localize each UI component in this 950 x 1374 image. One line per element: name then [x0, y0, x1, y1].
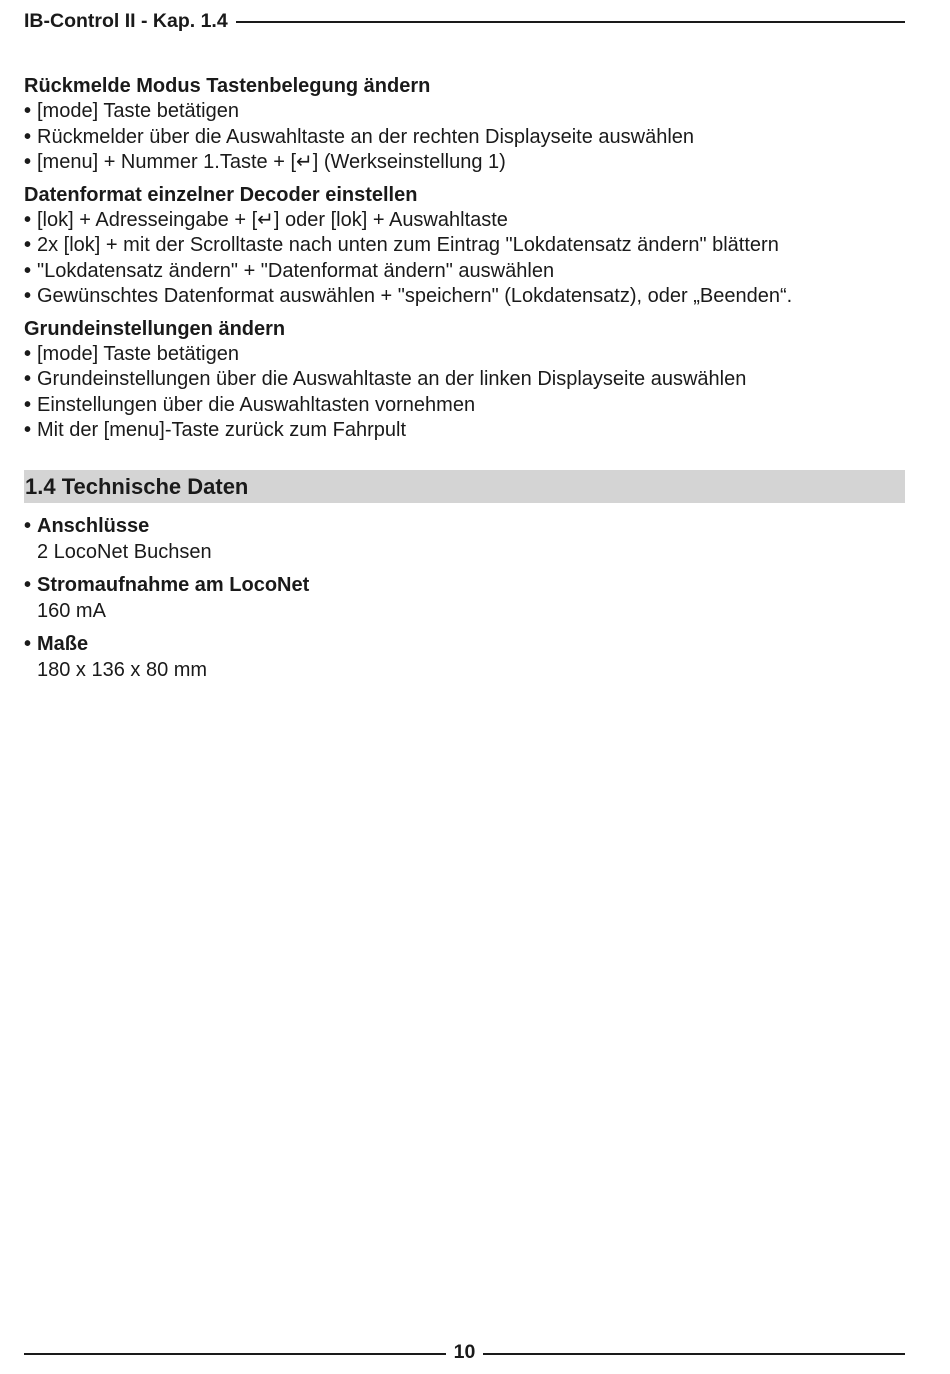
- list-item: [24, 418, 914, 444]
- list-item: [24, 342, 914, 368]
- spec-label: Stromaufnahme am LocoNet: [37, 574, 310, 596]
- section-title: Grundeinstellungen ändern: [24, 317, 286, 340]
- section-title: Datenformat einzelner Decoder einstellen: [24, 183, 418, 206]
- list-item: [24, 99, 914, 125]
- list-item: [24, 125, 914, 151]
- page-number: 10: [453, 1340, 476, 1363]
- bullet-icon: •: [24, 259, 32, 282]
- list-item-text: "Lokdatensatz ändern" + "Datenformat ändern" auswählen: [37, 259, 555, 282]
- footer-rule-left: [24, 1353, 446, 1355]
- page-header: [24, 8, 905, 34]
- instructions: [24, 74, 914, 451]
- list-item-text: Einstellungen über die Auswahltasten vornehmen: [37, 393, 476, 416]
- list-item: [24, 233, 914, 259]
- section-heading-technische-daten: [24, 470, 905, 503]
- bullet-icon: •: [24, 633, 32, 655]
- page-footer: [24, 1338, 905, 1366]
- spec-label: Anschlüsse: [37, 515, 150, 537]
- bullet-icon: •: [24, 515, 32, 537]
- bullet-icon: •: [24, 125, 32, 148]
- list-item-text: Mit der [menu]-Taste zurück zum Fahrpult: [37, 419, 407, 441]
- section-number: 1.4: [25, 474, 56, 499]
- spec-value: 2 LocoNet Buchsen: [37, 541, 212, 563]
- list-item-text: [mode] Taste betätigen: [37, 342, 239, 365]
- list-item: [24, 367, 914, 393]
- list-item-text: Gewünschtes Datenformat auswählen + "speichern" (Lokdatensatz), oder „Beenden“.: [37, 285, 793, 307]
- bullet-icon: •: [24, 419, 32, 441]
- bullet-icon: •: [24, 234, 32, 256]
- bullet-icon: •: [24, 151, 32, 173]
- footer-rule-right: [483, 1353, 905, 1355]
- spec-value: 180 x 136 x 80 mm: [37, 659, 208, 681]
- header-rule: [236, 21, 905, 23]
- list-item-text: [mode] Taste betätigen: [37, 100, 239, 122]
- list-item: [24, 150, 914, 176]
- header-title: IB-Control II - Kap. 1.4: [24, 9, 228, 32]
- list-item-text: Grundeinstellungen über die Auswahltaste an der linken Displayseite auswählen: [37, 368, 747, 390]
- list-item: [24, 259, 914, 285]
- bullet-icon: •: [24, 368, 32, 390]
- bullet-icon: •: [24, 100, 32, 122]
- spec-item: [24, 513, 904, 565]
- list-item: [24, 208, 914, 234]
- bullet-icon: •: [24, 208, 32, 231]
- list-item: [24, 393, 914, 419]
- list-item: [24, 284, 914, 310]
- section-grundeinstellungen: [24, 317, 914, 444]
- section-title: Rückmelde Modus Tastenbelegung ändern: [24, 75, 431, 97]
- list-item-text: [lok] + Adresseingabe + [↵] oder [lok] + Auswahltaste: [37, 208, 508, 231]
- spec-item: [24, 572, 904, 624]
- list-item-text: 2x [lok] + mit der Scrolltaste nach unten zum Eintrag "Lokdatensatz ändern" blättern: [37, 234, 779, 256]
- section-rueckmelde-modus: [24, 74, 914, 176]
- bullet-icon: •: [24, 574, 32, 596]
- bullet-icon: •: [24, 285, 32, 307]
- list-item-text: Rückmelder über die Auswahltaste an der rechten Displayseite auswählen: [37, 125, 695, 148]
- section-heading-text: Technische Daten: [61, 474, 249, 499]
- spec-label: Maße: [37, 633, 89, 655]
- bullet-icon: •: [24, 342, 32, 365]
- spec-value: 160 mA: [37, 600, 106, 622]
- spec-list: [24, 513, 904, 690]
- bullet-icon: •: [24, 393, 32, 416]
- section-datenformat: [24, 183, 914, 310]
- list-item-text: [menu] + Nummer 1.Taste + [↵] (Werkseinstellung 1): [37, 151, 506, 173]
- spec-item: [24, 631, 904, 683]
